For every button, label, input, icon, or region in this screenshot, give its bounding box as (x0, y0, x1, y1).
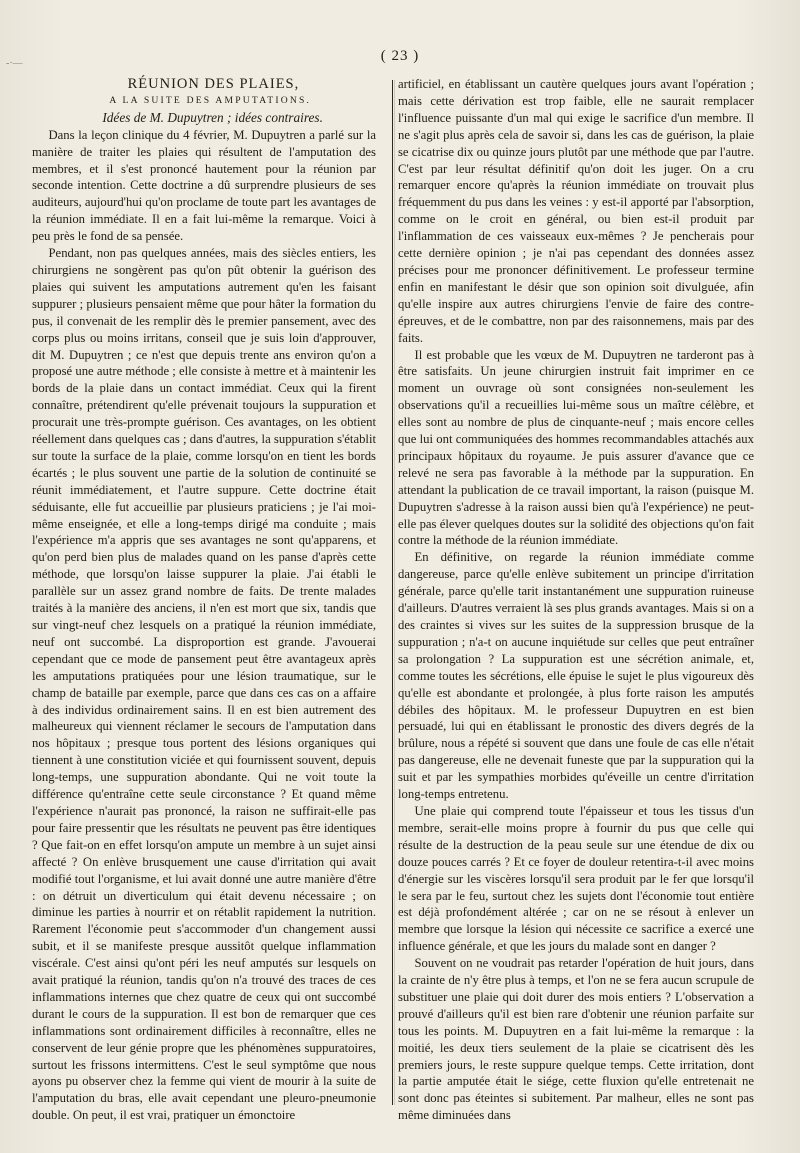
page-number: ( 23 ) (380, 48, 420, 64)
left-column (32, 76, 376, 1124)
paragraph: En définitive, on regarde la réunion immédiate comme dangereuse, parce qu'elle enlève subitement un principe d'irritation générale, parce qu'elle tarit instantanément une suppuration ruineuse d'ailleurs. D'autres verraient là ses plus grands avantages. Mais si on a des craintes si vives sur les suites de la suppression brusque de la suppuration ; n'a-t on aucune inquiétude sur celles que peut entraîner sa prolongation ? La suppuration est une sécrétion animale, et, comme toutes les sécrétions, elle épuise le sujet le plus vigoureux dès qu'elle est abondante et prolongée, à plus forte raison les amputés débiles des hôpitaux. M. le professeur Dupuytren en est bien persuadé, lui qui en établissant le pronostic des divers degrés de la brûlure, nous a répété si souvent que dans une foule de cas elle n'était pas dangereuse, elle ne devenait funeste que par la suppuration qui la suit et par les sympathies morbides qu'éveille un centre d'irritation long-temps entretenu. (398, 550, 754, 802)
paragraph: Dans la leçon clinique du 4 février, M. Dupuytren a parlé sur la manière de traiter les plaies qui résultent de l'amputation des membres, et il s'est prononcé hautement pour la réunion par seconde intention. Cette doctrine a dû surprendre plusieurs de ses auditeurs, aujourd'hui qu'on proclame de toute part les avantages de la réunion immédiate. Il en a fait lui-même la remarque. Voici à peu près le fond de sa pensée. (32, 127, 376, 244)
column-divider (392, 80, 393, 1105)
right-column (398, 76, 754, 1124)
article-byline: Idées de M. Dupuytren ; idées contraires. (102, 109, 323, 125)
paragraph: Il est probable que les vœux de M. Dupuytren ne tarderont pas à être satisfaits. Un jeune chirurgien instruit fait imprimer en ce moment un ouvrage où sont consignées non-seulement les observations qu'il a recueillies lui-même sous un maître célèbre, et elles sont au nombre de plus de cinquante-neuf ; mais encore celles que lui ont communiquées des hommes recommandables attachés aux principaux hôpitaux du royaume. Je puis assurer d'avance que ce relevé ne sera pas favorable à la méthode par la suppuration. En attendant la publication de ce travail important, la raison (puisque M. Dupuytren s'adresse à la raison aussi bien qu'à l'expérience) ne peut-elle pas élever quelques doutes sur la solidité des objections qu'on fait contre la méthode de la réunion immédiate. (398, 347, 754, 548)
article-subtitle: A LA SUITE DES AMPUTATIONS. (109, 94, 312, 106)
paragraph: Souvent on ne voudrait pas retarder l'opération de huit jours, dans la crainte de n'y être plus à temps, et l'on ne se fera aucun scrupule de substituer une plaie qui doit durer des mois entiers ? L'observation a prouvé d'ailleurs qu'il est bien rare d'obtenir une réunion parfaite sur tous les points. M. Dupuytren en a fait lui-même la remarque : la moitié, les deux tiers seulement de la plaie se cicatrisent dès les premiers jours, le reste suppure quelque temps. Cette irritation, dont la partie amputée était le siége, cette fluxion qu'elle entretenait ne sont donc pas éteintes si subitement. Par malheur, elles ne sont pas même diminuées dans (398, 956, 754, 1123)
margin-mark: -·— (6, 58, 23, 69)
paragraph-continuation: artificiel, en établissant un cautère quelques jours avant l'opération ; mais cette dérivation est trop faible, elle ne saurait remplacer l'influence puissante d'un mal qui exige le sacrifice d'un membre. Il ne s'agit plus après cela de savoir si, dans les cas de guérison, la plaie se cicatrise dix ou quinze jours plutôt par une méthode que par l'autre. C'est par leur résultat définitif qu'on doit les juger. On a cru remarquer encore qu'après la réunion immédiate on trouvait plus fréquemment du pus dans les veines : y est-il apporté par l'absorption, comme on le croit en général, ou bien est-il produit par l'inflammation de ces vaisseaux eux-mêmes ? Je pencherais pour cette dernière opinion ; je n'ai pas cependant des données assez précises pour me prononcer définitivement. Le professeur termine enfin en manifestant le désir que son opinion soit divulguée, afin qu'elle inspire aux autres chirurgiens l'envie de faire des contre-épreuves, et de le combattre, non par des raisonnemens, mais par des faits. (398, 77, 754, 345)
paragraph: Une plaie qui comprend toute l'épaisseur et tous les tissus d'un membre, serait-elle moins propre à fournir du pus que celle qui résulte de la destruction de la peau seule sur une étendue de dix ou douze pouces carrés ? Et ce foyer de douleur retentira-t-il avec moins d'énergie sur les viscères lorsqu'il sera produit par le fer que lorsqu'il le sera par le feu, surtout chez les sujets dont l'économie tout entière est déjà profondément altérée ; car on ne se résout à enlever un membre que lorsque la lésion qui nécessite ce sacrifice a exercé une influence générale, et que les jours du malade sont en danger ? (398, 803, 754, 954)
paragraph: Pendant, non pas quelques années, mais des siècles entiers, les chirurgiens ne songèrent pas qu'on pût obtenir la guérison des plaies qui suivent les amputations autrement qu'en les faisant suppurer ; plusieurs pensaient même que pour hâter la formation du pus, il convenait de les remplir dès le premier pansement, avec des corps plus ou moins irritans, conseil que je suis loin d'approuver, dit M. Dupuytren ; ce n'est que depuis trente ans environ qu'on a proposé une autre méthode ; elle consiste à mettre et à maintenir les bords de la plaie dans un contact immédiat. Ceux qui la firent connaître, prétendirent qu'elle prévenait toujours la suppuration et procurait une très-prompte guérison. Ces avantages, on les obtient réellement dans quelques cas ; dans d'autres, la suppuration s'établit sur toute la surface de la plaie, comme lorsqu'on en tient les bords écartés ; le plus souvent une partie de la solution de continuité se réunit immédiatement, et l'autre suppure. Cette doctrine était séduisante, elle fut accueillie par plusieurs praticiens ; je l'ai moi-même enseignée, et elle a long-temps dirigé ma conduite ; mais l'expérience m'a appris que ses avantages ne sont qu'apparens, et qu'on perd bien plus de malades quand on les panse d'après cette méthode, que lorsqu'on laisse suppurer la plaie. J'ai établi le parallèle sur un assez grand nombre de faits. De trente malades traités à la manière des anciens, il n'en est mort que six, tandis que sur vingt-neuf chez lesquels on a pratiqué la réunion immédiate, neuf ont succombé. La disproportion est grande. J'avouerai cependant que ce mode de pansement peut être avantageux après les amputations pratiquées pour une lésion traumatique, sur le champ de bataille par exemple, parce que dans ces cas on a affaire à des individus ordinairement sains. Il en est bien autrement des malheureux qui viennent réclamer le secours de l'amputation dans nos hôpitaux ; presque tous portent des lésions organiques qui tiennent à une constitution viciée et qui fournissent souvent, depuis long-temps, une suppuration abondante. Qui ne voit toute la différence qu'entraîne cette seule circonstance ? Et quand même l'expérience n'aurait pas prononcé, la raison ne suffirait-elle pas pour faire pressentir que les résultats ne peuvent pas être identiques ? Que fait-on en effet lorsqu'on ampute un membre à un sujet ainsi affecté ? On enlève brusquement une cause d'irritation qui avait modifié tout l'organisme, et lui avait donné une autre manière d'être : on détruit un diverticulum qui était devenu nécessaire ; on diminue les parties à nourrir et on rétablit rapidement la nutrition. Rarement l'économie peut s'accommoder d'un changement aussi subit, et il se manifeste presque aussitôt quelque inflammation viscérale. C'est ainsi qu'ont péri les neuf amputés sur lesquels on avait pratiqué la réunion, tandis qu'on n'a trouvé des traces de ces inflammations internes que chez quatre de ceux qui ont succombé durant le cours de la suppuration. Il est bon de remarquer que ces inflammations sont ordinairement difficiles à reconnaître, elles ne conservent de leur génie propre que les phénomènes suppuratoires, surtout les frissons intermittens. C'est le seul symptôme que nous ayons pu observer chez la femme qui vient de mourir à la suite de l'amputation du bras, elle avait cependant une pleuro-pneumonie double. On peut, il est vrai, pratiquer un émonctoire (32, 246, 376, 1123)
article-title: RÉUNION DES PLAIES, (127, 76, 300, 92)
